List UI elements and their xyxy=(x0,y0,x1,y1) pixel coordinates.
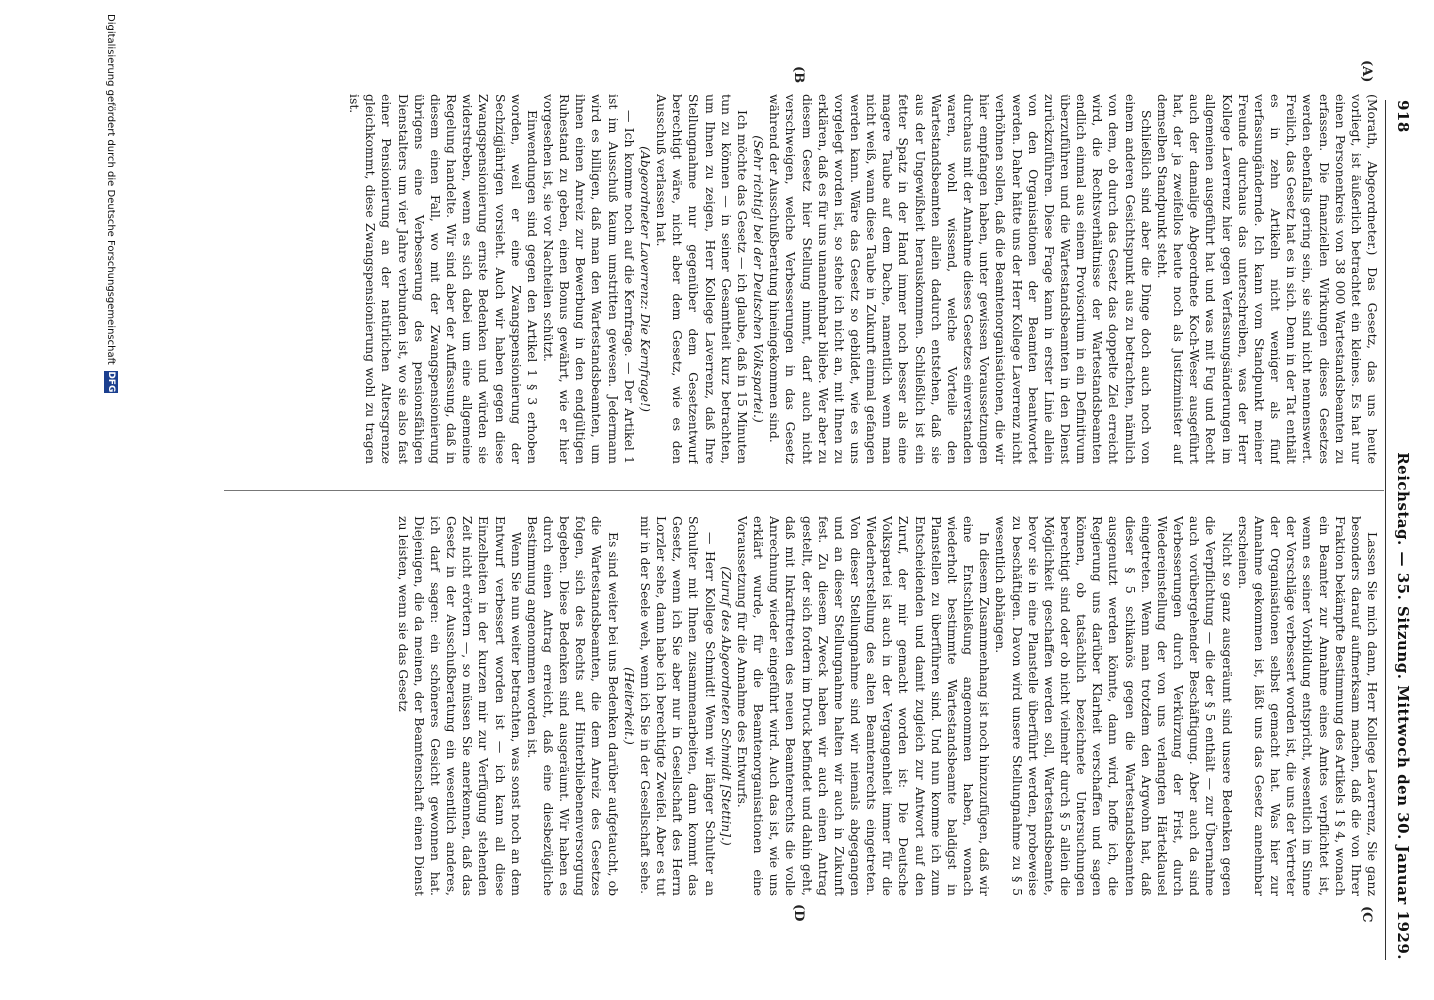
paragraph: In diesem Zusammenhang ist noch hinzuzufügen, daß wir eine Entschließung angenommen haben, wonach wiederholt bestimmte Wartestandsbeamte baldigst in Planstellen zu überführen sind. Und nun komme ich zum Entscheidenden und damit zugleich zur Antwort auf den Zuruf, der mir gemacht worden ist: Die Deutsche Volkspartei ist auch in der Vergangenheit immer für die Wiederherstellung des alten Beamtenrechts eingetreten. Von dieser Stellungnahme sind wir niemals abgegangen und an dieser Stellungnahme halten wir auch in Zukunft fest. Zu diesem Zweck haben wir auch einen Antrag gestellt, der sich fordern im Druck befindet und dahin geht, daß mit Inkrafttreten des neuen Beamtenrechts die volle Anrechnung wieder eingeführt wird. Auch das ist, wie uns erklärt wurde, für die Beamtenorganisationen eine Voraussetzung für die Annahme des Entwurfs. xyxy=(734,516,993,896)
paragraph: — Ich komme noch auf die Kernfrage. — Der Artikel 1 ist im Ausschuß kaum umstritten gewesen. Jedermann wird es billigen, daß man den Wartestandsbeamten, um ihnen einen Anreiz zur Bewerbung in den endgültigen Ruhestand zu geben, einen Bonus gewährt, wie er hier vorgesehen ist, sie vor Nachteilen schützt. xyxy=(541,94,637,464)
paragraph: Lassen Sie mich dann, Herr Kollege Laverrenz, Sie ganz besonders darauf aufmerksam machen, daß die von Ihrer Fraktion bekämpfte Bestimmung des Artikels 1 § 4, wonach ein Beamter zur Annahme eines Amtes verpflichtet ist, wenn es seiner Vorbildung entspricht, wesentlich im Sinne der Vorschläge verbessert worden ist, die uns der Vertreter der Organisationen selbst gemacht hat. Was hier zur Annahme gekommen ist, läßt uns das Gesetz annehmbar erscheinen. xyxy=(1235,516,1380,896)
left-text-column xyxy=(225,94,1380,464)
digitization-footer xyxy=(100,14,122,974)
paragraph: Wenn Sie nun weiter betrachten, was sonst noch an dem Entwurf verbessert worden ist — ich kann all diese Einzelheiten in der kurzen mir zur Verfügung stehenden Zeit nicht erörtern —, so müssen Sie anerkennen, daß das Gesetz in der Ausschußberatung ein wesentlich anderes, ich darf sagen: ein schöneres Gesicht gewonnen hat. Diejenigen, die da meinen, der Beamtenschaft einen Dienst zu leisten, wenn sie das Gesetz xyxy=(395,516,524,896)
margin-mark-a: (A) xyxy=(1359,60,1374,83)
interjection: (Abgeordneter Laverrenz: Die Kernfrage!) xyxy=(637,146,653,412)
interjection: (Heiterkeit.) xyxy=(621,667,637,745)
paragraph: Schließlich sind aber die Dinge doch auch noch von einem anderen Gesichtspunkt aus zu betrachten, nämlich von dem, ob durch das Gesetz das doppelte Ziel erreicht wird, die Rechtsverhältnisse der Wartestandsbeamten endlich einmal aus einem Provisorium in ein Definitivum überzuführen und die Wartestandsbeamten in den Dienst zurückzuführen. Diese Frage kann in erster Linie allein von den Organisationen der Beamten beantwortet werden. Daher hätte uns der Herr Kollege Laverrenz nicht verhöhnen sollen, daß die Beamtenorganisationen, die wir hier empfangen haben, unter gewissen Voraussetzungen durchaus mit der Annahme dieses Gesetzes einverstanden waren, wohl wissend, welche Vorteile den Wartestandsbeamten allein dadurch entstehen, daß sie aus der Ungewißheit herauskommen. Schließlich ist ein fetter Spatz in der Hand immer noch besser als eine magere Taube auf dem Dache, namentlich wenn man nicht weiß, wann diese Taube in Zukunft einmal gefangen werden kann. Wäre das Gesetz so gebildet, wie es uns vorgelegt worden ist, so stehe ich nicht an, mit Ihnen zu erklären, daß es für uns unannehmbar bliebe. Wer aber zu diesem Gesetz hier Stellung nimmt, darf auch nicht verschweigen, welche Verbesserungen in das Gesetz während der Ausschußberatung hineingekommen sind. xyxy=(767,94,1154,464)
paragraph: Es sind weiter bei uns Bedenken darüber aufgetaucht, ob die Wartestandsbeamten, die dem Anreiz des Gesetzes folgen, sich des Rechts auf Hinterbliebenenversorgung begeben. Diese Bedenken sind ausgeräumt. Wir haben es durch einen Antrag erreicht, daß eine diesbezügliche Bestimmung angenommen worden ist. xyxy=(524,516,621,896)
paragraph: Einwendungen sind gegen den Artikel 1 § 3 erhoben worden, weil er eine Zwangspensionierung der Sechzigjährigen vorsieht. Auch wir haben gegen diese Zwangspensionierung ernste Bedenken und würden sie widerstreben, wenn es sich dabei um eine allgemeine Regelung handelte. Wir sind aber der Auffassung, daß in diesem einen Fall, wo mit der Zwangspensionierung übrigens eine Verbesserung des pensionsfähigen Dienstalters um vier Jahre verbunden ist, wo sie also fast einer Pensionierung an der natürlichen Altersgrenze gleichkommt, diese Zwangspensionierung wohl zu tragen ist. xyxy=(347,94,540,464)
interjection: (Zuruf des Abgeordneten Schmidt [Stettin].) xyxy=(718,566,734,846)
page-title: Reichstag. — 35. Sitzung. Mittwoch den 30. Januar 1929. xyxy=(1394,452,1412,960)
page-header xyxy=(1390,100,1416,960)
paragraph: — Herr Kollege Schmidt! Wenn wir länger Schulter an Schulter mit Ihnen zusammenarbeiten, dann kommt das Gesetz, wenn ich Sie aber nur in Gesellschaft des Herrn Lorzler sehe, dann habe ich berechtigte Zweifel. Aber es tut mir in der Seele weh, wenn ich Sie in der Gesellschaft sehe. xyxy=(637,516,718,896)
header-rule xyxy=(1385,100,1386,960)
interjection: (Sehr richtig! bei der Deutschen Volkspartei.) xyxy=(751,135,767,423)
page-number: 918 xyxy=(1394,100,1412,133)
column-divider xyxy=(224,490,1384,491)
right-text-column xyxy=(225,516,1380,896)
footer-credit: Digitalisierung gefördert durch die Deutsche Forschungsgemeinschaft xyxy=(105,14,117,365)
margin-mark-b: (B xyxy=(791,66,806,84)
dfg-logo: DFG xyxy=(106,371,116,393)
paragraph: Nicht so ganz ausgeräumt sind unsere Bedenken gegen die Verpflichtung — die der § 5 enthält — zur Übernahme auch vorübergehender Beschäftigung. Aber auch da sind Verbesserungen durch Verkürzung der Frist, durch Wiedereinstellung der von uns verlangten Härteklausel eingetreten. Wenn man trotzdem den Argwohn hat, daß dieser § 5 schikanös gegen die Wartestandsbeamten ausgenutzt werden könnte, dann wird, hoffe ich, die Regierung uns darüber Klarheit verschaffen und sagen können, ob tatsächlich bezeichnete Untersuchungen berechtigt sind oder ob nicht vielmehr durch § 5 allein die Möglichkeit geschaffen werden soll, Wartestandsbeamte, bevor sie in eine Planstelle überführt werden, probeweise zu beschäftigen. Davon wird unsere Stellungnahme zu § 5 wesentlich abhängen. xyxy=(993,516,1235,896)
margin-mark-d: (D xyxy=(791,904,806,922)
paragraph: (Morath, Abgeordneter.) Das Gesetz, das uns heute vorliegt, ist äußerlich betrachtet ein kleines. Es hat nur einen Personenkreis von 38 000 Wartestandsbeamten zu erfassen. Die finanziellen Wirkungen dieses Gesetzes werden ebenfalls gering sein, sie sind nicht nennenswert. Freilich, das Gesetz hat es in sich. Denn in der Tat enthält es in zehn Artikeln nicht weniger als fünf verfassungändernde. Ich kann vom Standpunkt meiner Freunde durchaus das unterschreiben, was der Herr Kollege Laverrenz hier gegen Verfassungsänderungen im allgemeinen ausgeführt hat und was mit Fug und Recht auch der damalige Abgeordnete Koch-Weser ausgeführt hat, der ja zweifellos heute noch als Justizminister auf demselben Standpunkt steht. xyxy=(1154,94,1380,464)
margin-mark-c: (C xyxy=(1359,906,1374,923)
paragraph: Ich möchte das Gesetz — ich glaube, daß in 15 Minuten tun zu können — in seiner Gesamtheit kurz betrachten, um Ihnen zu zeigen, Herr Kollege Laverrenz, daß Ihre Stellungnahme nur gegenüber dem Gesetzentwurf berechtigt wäre, nicht aber dem Gesetz, wie es den Ausschuß verlassen hat. xyxy=(654,94,750,464)
